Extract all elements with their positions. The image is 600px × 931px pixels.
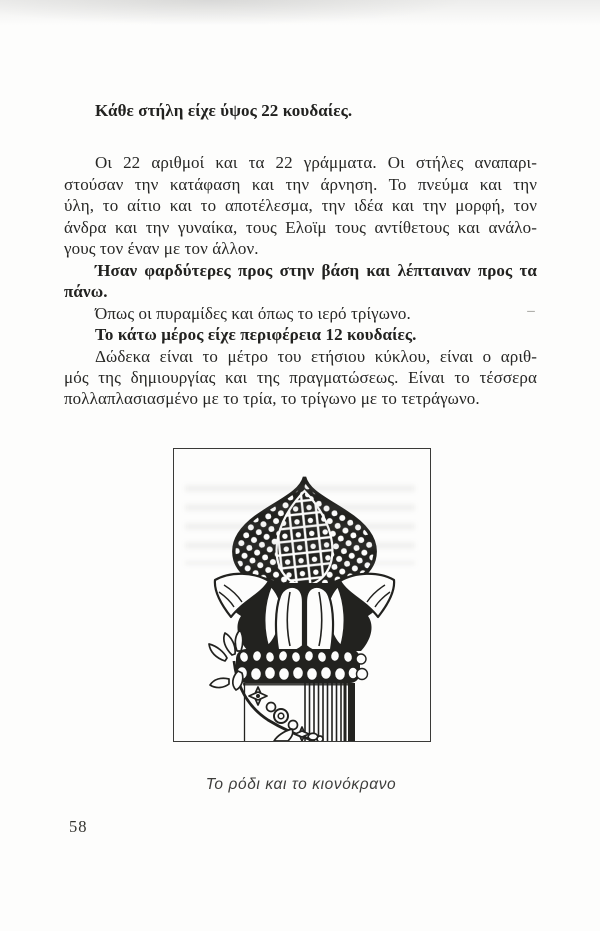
heading-line: Κάθε στήλη είχε ύψος 22 κουδαίες. (95, 101, 353, 120)
figure-caption: Το ρόδι και το κιονόκρανο (205, 776, 397, 793)
body-line: Το κάτω μέρος είχε περιφέρεια 12 κουδαίες. (95, 325, 417, 345)
paragraph (64, 260, 537, 303)
body-line: Δώδεκα είναι το μέτρο του ετήσιου κύκλου, είναι ο αριθ- (95, 346, 537, 366)
stray-mark: – (527, 303, 535, 319)
pomegranate-dome (234, 477, 375, 588)
body-line: Ήσαν φαρδύτερες προς στην βάση και λέπταιναν προς τα (95, 260, 537, 280)
body-line: Οι 22 αριθμοί και τα 22 γράμματα. Οι στήλες αναπαρι- (95, 153, 537, 173)
pomegranate-capital-illustration (174, 449, 430, 741)
figure-frame (173, 448, 431, 742)
scan-smudge-artifact (0, 0, 600, 30)
page-number: 58 (69, 817, 88, 836)
bead-collar (236, 649, 368, 683)
body-line: ύλη, το αίτιο και το αποτέλεσμα, την ιδέα και την μορφή, τον (64, 196, 537, 216)
body-line: άνδρα και την γυναίκα, τους Ελοϊμ τους αντίθετους και ανάλο- (64, 217, 537, 237)
paragraph (64, 324, 537, 345)
body-line: μός της δημιουργίας και της πραγματώσεως. Είναι το τέσσερα (64, 367, 537, 387)
body-line: στούσαν την κατάφαση και την άρνηση. Το πνεύμα και την (64, 174, 537, 194)
body-line: Όπως οι πυραμίδες και όπως το ιερό τρίγωνο. (95, 303, 411, 323)
paragraph (64, 152, 537, 259)
paragraph (64, 346, 537, 410)
paragraph (64, 303, 537, 324)
body-line: πολλαπλασιασμένο με το τρία, το τρίγωνο με το τετράγωνο. (64, 389, 480, 409)
text-column (64, 100, 537, 410)
paragraph (64, 100, 537, 121)
body-line: γους τον έναν με τον άλλον. (64, 239, 259, 259)
body-line: πάνω. (64, 282, 108, 302)
